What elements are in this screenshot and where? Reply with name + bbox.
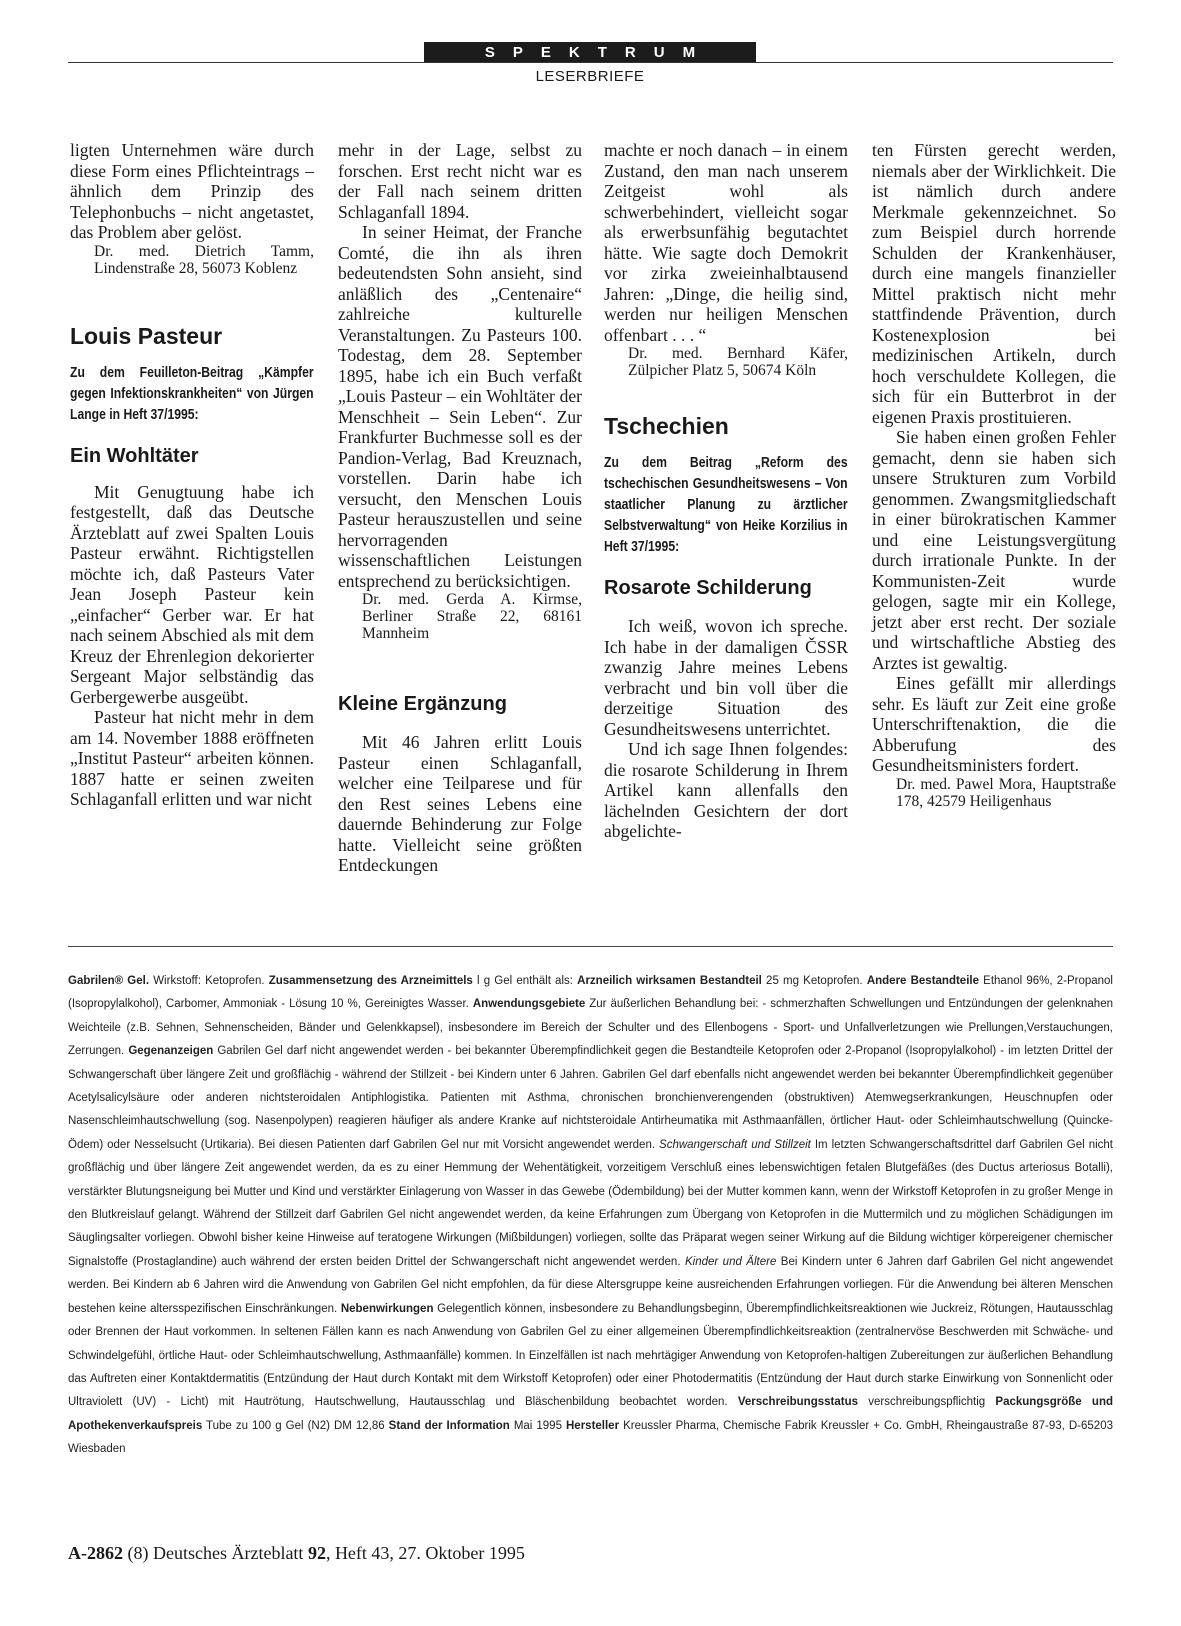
pi-italic-label: Schwangerschaft und Stillzeit <box>659 1138 811 1151</box>
page-footer <box>68 1542 525 1564</box>
pi-text: verschreibungspflichtig <box>858 1396 996 1409</box>
topic-heading: Louis Pasteur <box>70 322 223 349</box>
column-1 <box>70 140 314 810</box>
page-number: A-2862 <box>68 1543 123 1563</box>
letter-signature: Dr. med. Pawel Mora, Hauptstraße 178, 42579 Heiligenhaus <box>896 775 1116 810</box>
pi-text: Gabrilen Gel darf nicht angewendet werden - bei bekannter Überempfindlichkeit gegen die Bestandteile Ketoprofen oder 2-Propanol (Isopropylalkohol) - im letzten Drittel der Schwangerschaft über längere Zeit und großflächig - während der Stillzeit - bei Kindern unter 6 Jahren. Gabrilen Gel darf ebenfalls nicht angewendet werden bei bekannter Überempfindlichkeit gegenüber Acetylsalicylsäure oder anderen nichtsteroidalen Antiphlogistika. Patienten mit Asthma, chronischen bronchienverengenden (obstruktiven) Atemwegserkrankungen, Heuschnupfen oder Nasenschleimhautschwellung (sog. Nasenpolypen) reagieren häufiger als andere Kranke auf nichtsteroidale Antirheumatika mit Asthmaanfällen, örtlicher Haut- oder Schleimhautschwellung (Quincke-Ödem) oder Nesselsucht (Urtikaria). Bei diesen Patienten darf Gabrilen Gel nur mit Vorsicht angewendet werden. <box>68 1045 1113 1151</box>
pi-label: Gegenanzeigen <box>128 1045 214 1058</box>
topic-intro: Zu dem Feuilleton-Beitrag „Kämpfer gegen Infektionskrankheiten“ von Jürgen Lange in Heft 37/1995: <box>70 364 314 423</box>
pi-text: Zur äußerlichen Behandlung bei: - schmerzhaften Schwellungen und Entzündungen der gelenknahen Weichteile (z.B. Sehnen, Sehnenscheiden, Bänder und Gelenkkapsel), insbesondere im Bereich der Schulter und des Ellenbogens - Sport- und Unfallverletzungen wie Prellungen,Verstauchungen, Zerrungen. <box>68 998 1113 1058</box>
letter-heading: Kleine Ergänzung <box>338 693 507 715</box>
letter-paragraph: ten Fürsten gerecht werden, niemals aber der Wirklichkeit. Die ist nämlich durch andere Merkmale gekennzeichnet. So zum Beispiel durch horrende Schulden der Krankenhäuser, durch eine mangels finanzieller Mittel praktisch nicht mehr stattfindende Prävention, durch Kostenexplosion bei medizinischen Artikeln, durch hoch verschuldete Kollegen, die sich für ein Butterbrot in der eigenen Praxis prostituieren. <box>872 140 1116 427</box>
pi-text: l g Gel enthält als: <box>472 975 578 987</box>
letter-paragraph: Ich weiß, wovon ich spreche. Ich habe in der damaligen ČSSR zwanzig Jahre meines Lebens verbracht und bin voll über die derzeitige Situation des Gesundheitswesens unterrichtet. <box>604 616 848 739</box>
letter-paragraph: Sie haben einen großen Fehler gemacht, denn sie haben sich unsere Strukturen zum Vorbild genommen. Zwangsmitgliedschaft in einer bürokratischen Kammer und eine Leistungsvergütung durch irrationale Punkte. In der Kommunisten-Zeit wurde gelogen, sagte mir ein Kollege, jetzt aber erst recht. Der soziale und wirtschaftliche Abstieg des Arztes ist gewaltig. <box>872 427 1116 673</box>
pi-label: Zusammensetzung des Arzneimittels <box>268 975 473 987</box>
column-3 <box>604 140 848 842</box>
topic-heading: Tschechien <box>604 413 729 439</box>
pi-text: Ethanol 96%, 2-Propanol (Isopropylalkohol), Carbomer, Ammoniak - Lösung 10 %, Gereinigtes Wasser. <box>68 975 1113 1011</box>
pi-label: Stand der Information <box>388 1419 510 1432</box>
column-4 <box>872 140 1116 810</box>
pi-text: Wirkstoff: Ketoprofen. <box>149 975 269 987</box>
footer-issue-date: , Heft 43, 27. Oktober 1995 <box>325 1543 525 1563</box>
letter-paragraph: Und ich sage Ihnen folgendes: die rosarote Schilderung in Ihrem Artikel kann allenfalls den lächelnden Gesichtern der dort abgelichte- <box>604 739 848 841</box>
column-2 <box>338 140 582 876</box>
letter-paragraph: mehr in der Lage, selbst zu forschen. Erst recht nicht war es der Fall nach seinem dritten Schlaganfall 1894. <box>338 140 582 222</box>
topic-intro: Zu dem Beitrag „Reform des tschechischen Gesundheitswesens – Von staatlicher Planung zu ärztlicher Selbstverwaltung“ von Heike Korzilius in Heft 37/1995: <box>604 455 848 555</box>
pi-label: Verschreibungsstatus <box>737 1396 858 1409</box>
pi-text: Im letzten Schwangerschaftsdrittel darf Gabrilen Gel nicht großflächig und über längere Zeit angewendet werden, da es zu einer Hemmung der Wehentätigkeit, vorzeitigem Verschluß eines lebenswichtigen fetalen Blutgefäßes (des Ductus arteriosus Botalli), verstärkter Blutungsneigung bei Mutter und Kind und verstärkter Einlagerung von Wasser in das Gewebe (Ödembildung) bei der Mutter kommen kann, wenn der Wirkstoff Ketoprofen in zu großer Menge in den Blutkreislauf gelangt. Während der Stillzeit darf Gabrilen Gel nicht angewendet werden, da keine Erfahrungen zum Übergang von Ketoprofen in die Muttermilch und zu möglichen Schädigungen im Säuglingsalter vorliegen. Obwohl bisher keine Hinweise auf teratogene Wirkungen (Mißbildungen) vorliegen, sollte das Präparat wegen seiner Wirkung auf die Bildung wichtiger körpereigener chemischer Signalstoffe (Prostaglandine) auch während der ersten beiden Drittel der Schwangerschaft nicht angewendet werden. <box>68 1138 1113 1268</box>
letter-paragraph: Mit 46 Jahren erlitt Louis Pasteur einen Schlaganfall, welcher eine Teilparese und für den Rest seines Lebens eine dauernde Behinderung zur Folge hatte. Vielleicht seine größten Entdeckungen <box>338 732 582 875</box>
letter-paragraph: Mit Genugtuung habe ich festgestellt, daß das Deutsche Ärzteblatt auf zwei Spalten Louis Pasteur erwähnt. Richtigstellen möchte ich, daß Pasteurs Vater Jean Joseph Pasteur kein „einfacher“ Gerber war. Er hat nach seinem Abschied als mit dem Kreuz der Ehrenlegion dekorierter Sergeant Major selbständig das Gerbergewerbe ausgeübt. <box>70 481 314 707</box>
letter-signature: Dr. med. Gerda A. Kirmse, Berliner Straße 22, 68161 Mannheim <box>362 591 582 642</box>
pi-label: Packungsgröße und Apothekenverkaufspreis <box>68 1396 1113 1432</box>
pi-text: 25 mg Ketoprofen. <box>761 975 867 987</box>
pi-label: Nebenwirkungen <box>340 1302 434 1315</box>
header-rule <box>68 62 1113 63</box>
pi-text: Kreussler Pharma, Chemische Fabrik Kreussler + Co. GmbH, Rheingaustraße 87-93, D-65203 Wiesbaden <box>68 1419 1113 1456</box>
letter-paragraph: In seiner Heimat, der Franche Comté, die ihn als ihren bedeutendsten Sohn ansieht, sind anläßlich des „Centenaire“ zahlreiche kulturelle Veranstaltungen. Zu Pasteurs 100. Todestag, dem 28. September 1895, habe ich ein Buch verfaßt „Louis Pasteur – ein Wohltäter der Menschheit – Sein Leben“. Zur Frankfurter Buchmesse soll es der Pandion-Verlag, Bad Kreuznach, vorstellen. Darin habe ich versucht, den Menschen Louis Pasteur herauszustellen und seine hervorragenden wissenschaftlichen Leistungen entsprechend zu berücksichtigen. <box>338 222 582 591</box>
pi-italic-label: Kinder und Ältere <box>684 1255 777 1268</box>
pi-text: Mai 1995 <box>509 1419 566 1432</box>
letter-paragraph: machte er noch danach – in einem Zustand, den man nach unserem Zeitgeist wohl als schwerbehindert, vielleicht sogar als erwerbsunfähig begutachtet hätte. Wie sagte doch Demokrit vor zirka zweieinhalbtausend Jahren: „Dinge, die heilig sind, werden nur heiligen Menschen offenbart . . . “ <box>604 140 848 345</box>
letter-heading: Ein Wohltäter <box>70 444 199 467</box>
pi-label: Anwendungsgebiete <box>472 998 586 1011</box>
pi-text: Gelegentlich können, insbesondere zu Behandlungsbeginn, Überempfindlichkeitsreaktionen wie Juckreiz, Rötungen, Hautausschlag oder Brennen der Haut vorkommen. In seltenen Fällen kann es nach Anwendung von Gabrilen Gel zu einer allgemeinen Überempfindlichkeitsreaktion (zentralnervöse Beschwerden mit Schwäche- und Schwindelgefühl, örtliche Haut- oder Schleimhautschwellung, Asthmaanfälle) kommen. In Einzelfällen ist nach mehrtägiger Anwendung von Ketoprofen-haltigen Zubereitungen zur äußerlichen Behandlung das Auftreten einer Kontaktdermatitis (Entzündung der Haut durch Kontakt mit dem Wirkstoff Ketoprofen) oder einer Photodermatitis (Entzündung der Haut durch starke Einwirkung von Sonnenlicht oder Ultraviolett (UV) - Licht) mit Hautrötung, Hautschwellung, Hautausschlag und Bläschenbildung beobachtet worden. <box>68 1302 1113 1409</box>
section-label: LESERBRIEFE <box>535 68 645 85</box>
footer-volume: 92 <box>307 1543 326 1563</box>
section-banner: SPEKTRUM <box>424 42 756 63</box>
section-divider <box>68 946 1113 947</box>
pi-text: Bei Kindern unter 6 Jahren darf Gabrilen Gel nicht angewendet werden. Bei Kindern ab 6 Jahren wird die Anwendung von Gabrilen Gel nicht empfohlen, da für diese Altersgruppe keine ausreichenden Erfahrungen vorliegen. Für die Anwendung bei älteren Menschen bestehen keine altersspezifischen Einschränkungen. <box>68 1255 1113 1315</box>
letter-heading: Rosarote Schilderung <box>604 577 812 599</box>
letter-paragraph: Eines gefällt mir allerdings sehr. Es läuft zur Zeit eine große Unterschriftenaktion, die die Abberufung des Gesundheitsministers fordert. <box>872 673 1116 775</box>
footer-publication: (8) Deutsches Ärzteblatt <box>123 1543 308 1563</box>
letter-signature: Dr. med. Bernhard Käfer, Zülpicher Platz 5, 50674 Köln <box>628 345 848 379</box>
pi-text: Tube zu 100 g Gel (N2) DM 12,86 <box>202 1419 389 1432</box>
pi-label: Hersteller <box>566 1419 620 1432</box>
pi-label: Andere Bestandteile <box>866 975 979 987</box>
drug-advertisement <box>68 970 1113 1462</box>
letter-paragraph: Pasteur hat nicht mehr in dem am 14. November 1888 eröffneten „Institut Pasteur“ arbeiten können. 1887 hatte er seinen zweiten Schlaganfall erlitten und war nicht <box>70 707 314 809</box>
letter-signature: Dr. med. Dietrich Tamm, Lindenstraße 28, 56073 Koblenz <box>94 242 314 277</box>
letter-continuation: ligten Unternehmen wäre durch diese Form eines Pflichteintrags – ähnlich dem Prinzip des Telephonbuchs – nicht angetastet, das Problem aber gelöst. <box>70 140 314 242</box>
pi-label: Arzneilich wirksamen Bestandteil <box>577 975 762 987</box>
pi-label: Gabrilen® Gel. <box>68 975 150 987</box>
